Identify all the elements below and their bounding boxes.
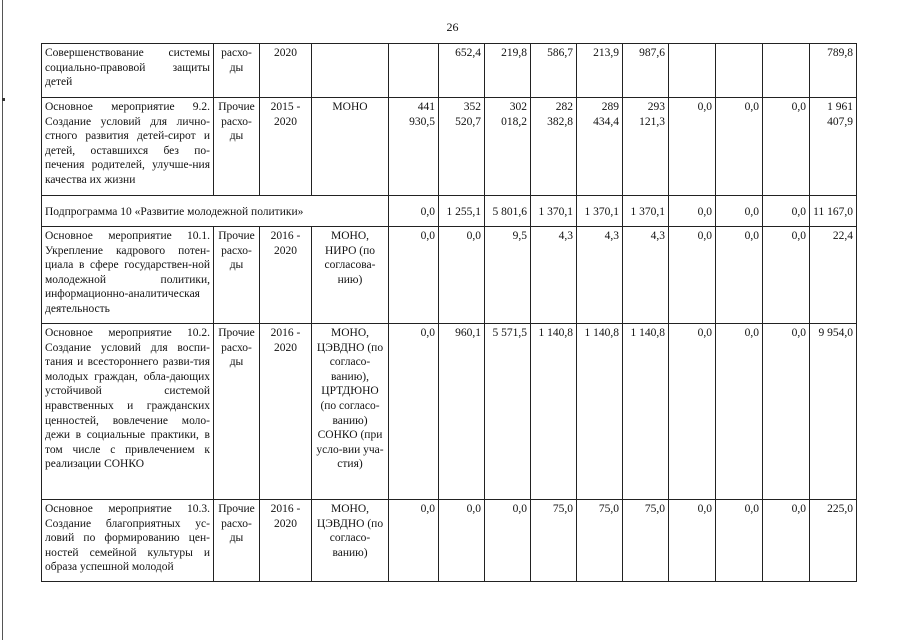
page-number: 26 — [446, 20, 459, 34]
value-cell: 0,0 — [716, 196, 763, 227]
executor-cell: МОНО, НИРО (по согласова-нию) — [312, 227, 389, 324]
period-cell: 2020 — [260, 44, 312, 98]
value-cell — [716, 44, 763, 98]
value-cell: 0,0 — [669, 324, 716, 500]
value-cell: 1 370,1 — [577, 196, 623, 227]
value-cell: 289 434,4 — [577, 98, 623, 196]
value-cell: 9,5 — [485, 227, 531, 324]
value-cell: 4,3 — [623, 227, 669, 324]
value-cell: 1 370,1 — [623, 196, 669, 227]
page-edge-line — [2, 0, 3, 640]
value-cell: 441 930,5 — [389, 98, 439, 196]
table-row — [42, 227, 857, 324]
executor-cell: МОНО — [312, 98, 389, 196]
value-cell — [389, 44, 439, 98]
value-cell: 0,0 — [763, 98, 810, 196]
value-cell: 4,3 — [531, 227, 577, 324]
value-cell: 1 140,8 — [531, 324, 577, 500]
value-cell: 1 370,1 — [531, 196, 577, 227]
period-cell: 2015 - 2020 — [260, 98, 312, 196]
value-cell: 75,0 — [623, 500, 669, 582]
expense-type-cell: Прочие расхо-ды — [214, 324, 260, 500]
value-cell: 5 801,6 — [485, 196, 531, 227]
table-row — [42, 500, 857, 582]
total-cell: 789,8 — [810, 44, 857, 98]
value-cell: 4,3 — [577, 227, 623, 324]
value-cell: 652,4 — [439, 44, 485, 98]
value-cell: 0,0 — [439, 227, 485, 324]
activity-description: Основное мероприятие 10.3. Создание благоприятных ус-ловий по формированию цен-ностей семейной культуры и образа успешной молодой — [42, 500, 214, 582]
value-cell: 0,0 — [389, 196, 439, 227]
value-cell: 0,0 — [669, 227, 716, 324]
value-cell: 213,9 — [577, 44, 623, 98]
value-cell: 0,0 — [716, 500, 763, 582]
table-row — [42, 44, 857, 98]
period-cell: 2016 - 2020 — [260, 227, 312, 324]
activity-description: Основное мероприятие 10.1. Укрепление кадрового потен-циала в сфере государствен-ной молодежной политики, информационно-аналитическая деятельность — [42, 227, 214, 324]
value-cell: 282 382,8 — [531, 98, 577, 196]
budget-table — [41, 43, 857, 582]
value-cell: 960,1 — [439, 324, 485, 500]
value-cell: 0,0 — [669, 98, 716, 196]
value-cell — [763, 44, 810, 98]
total-cell: 225,0 — [810, 500, 857, 582]
subprogram-row — [42, 196, 857, 227]
value-cell: 987,6 — [623, 44, 669, 98]
activity-description: Основное мероприятие 10.2. Создание условий для воспи-тания и всестороннего разви-тия молодых граждан, обла-дающих устойчивой системой нравственных и гражданских ценностей, вовлечение моло-дежи в социальные практики, в том числе с привлечением к реализации СОНКО — [42, 324, 214, 500]
value-cell: 0,0 — [389, 500, 439, 582]
activity-description: Совершенствование системы социально-правовой защиты детей — [42, 44, 214, 98]
table-row — [42, 98, 857, 196]
value-cell: 1 255,1 — [439, 196, 485, 227]
value-cell: 0,0 — [716, 98, 763, 196]
value-cell: 0,0 — [669, 500, 716, 582]
table-row — [42, 324, 857, 500]
value-cell: 1 140,8 — [623, 324, 669, 500]
executor-cell: МОНО, ЦЭВДНО (по согласо-ванию), ЦРТДЮНО (по согласо-ванию) СОНКО (при усло-вии уча-стия) — [312, 324, 389, 500]
value-cell: 75,0 — [531, 500, 577, 582]
value-cell: 352 520,7 — [439, 98, 485, 196]
value-cell: 0,0 — [716, 324, 763, 500]
value-cell: 0,0 — [485, 500, 531, 582]
value-cell: 302 018,2 — [485, 98, 531, 196]
value-cell: 219,8 — [485, 44, 531, 98]
value-cell: 0,0 — [763, 196, 810, 227]
period-cell: 2016 - 2020 — [260, 500, 312, 582]
expense-type-cell: Прочие расхо-ды — [214, 500, 260, 582]
value-cell: 0,0 — [439, 500, 485, 582]
expense-type-cell: Прочие расхо-ды — [214, 227, 260, 324]
activity-description: Основное мероприятие 9.2. Создание условий для лично-стного развития детей-сирот и детей, оставшихся без по-печения родителей, улучше-ния качества их жизни — [42, 98, 214, 196]
total-cell: 9 954,0 — [810, 324, 857, 500]
subprogram-title: Подпрограмма 10 «Развитие молодежной политики» — [42, 196, 389, 227]
expense-type-cell: Прочие расхо-ды — [214, 98, 260, 196]
value-cell: 586,7 — [531, 44, 577, 98]
value-cell: 1 140,8 — [577, 324, 623, 500]
executor-cell: МОНО, ЦЭВДНО (по согласо-ванию) — [312, 500, 389, 582]
scan-mark — [2, 98, 5, 101]
value-cell: 0,0 — [389, 227, 439, 324]
executor-cell — [312, 44, 389, 98]
value-cell: 0,0 — [763, 324, 810, 500]
total-cell: 22,4 — [810, 227, 857, 324]
total-cell: 1 961 407,9 — [810, 98, 857, 196]
value-cell: 0,0 — [763, 227, 810, 324]
value-cell: 0,0 — [763, 500, 810, 582]
value-cell: 0,0 — [716, 227, 763, 324]
total-cell: 11 167,0 — [810, 196, 857, 227]
value-cell: 75,0 — [577, 500, 623, 582]
period-cell: 2016 - 2020 — [260, 324, 312, 500]
value-cell: 0,0 — [669, 196, 716, 227]
value-cell: 293 121,3 — [623, 98, 669, 196]
expense-type-cell: расхо-ды — [214, 44, 260, 98]
value-cell: 0,0 — [389, 324, 439, 500]
value-cell: 5 571,5 — [485, 324, 531, 500]
value-cell — [669, 44, 716, 98]
